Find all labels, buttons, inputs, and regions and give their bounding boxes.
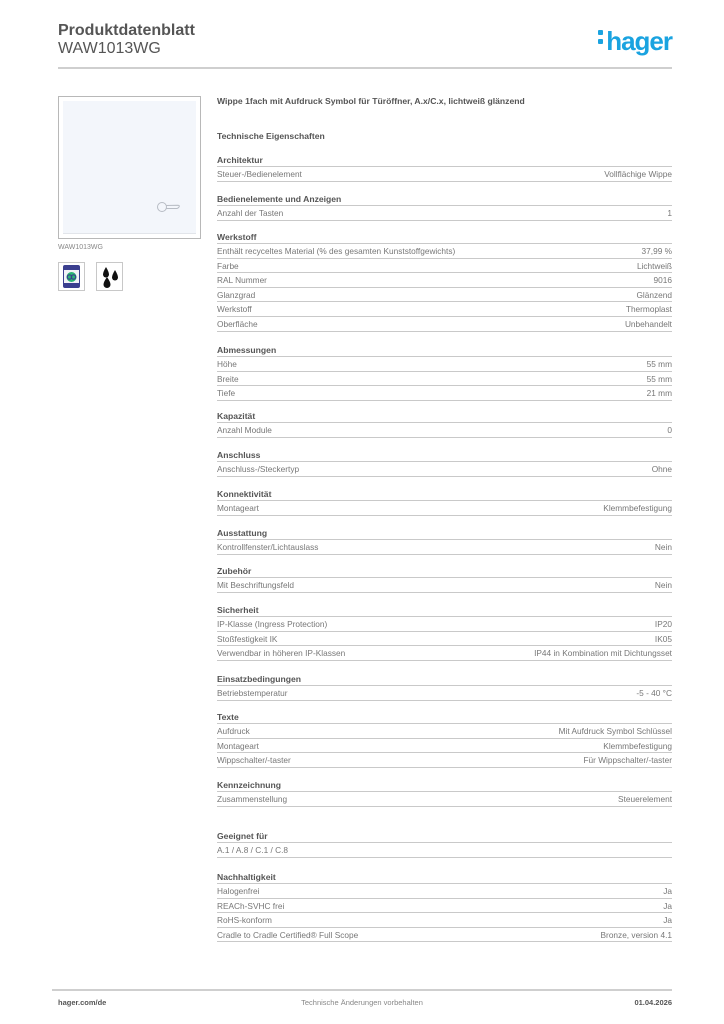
- document-title: Produktdatenblatt: [58, 22, 195, 39]
- spec-value: IP20: [654, 619, 672, 629]
- spec-label: RAL Nummer: [217, 275, 267, 286]
- spec-value: 0: [667, 425, 672, 435]
- section-heading: Abmessungen: [217, 345, 672, 357]
- spec-value: 21 mm: [646, 388, 672, 399]
- spec-value: Lichtweiß: [636, 260, 672, 271]
- spec-value: Mit Aufdruck Symbol Schlüssel: [558, 726, 672, 736]
- spec-row: [217, 843, 672, 858]
- image-caption: WAW1013WG: [58, 244, 103, 251]
- section-heading: Kapazität: [217, 411, 672, 423]
- spec-value: Nein: [654, 542, 672, 552]
- spec-row: [217, 288, 672, 303]
- logo-colon-icon: [598, 26, 603, 48]
- spec-section: [217, 566, 672, 593]
- spec-label: Anzahl Module: [217, 425, 272, 435]
- spec-row: [217, 501, 672, 516]
- spec-section: [217, 674, 672, 701]
- spec-label: Glanzgrad: [217, 289, 256, 300]
- product-description: Wippe 1fach mit Aufdruck Symbol für Türöffner, A.x/C.x, lichtweiß glänzend: [217, 96, 525, 106]
- spec-row: [217, 244, 672, 259]
- section-heading: Nachhaltigkeit: [217, 872, 672, 884]
- section-heading: Sicherheit: [217, 605, 672, 617]
- certification-badge: [58, 262, 85, 291]
- spec-label: Oberfläche: [217, 318, 258, 329]
- spec-row: [217, 928, 672, 943]
- footer-date: 01.04.2026: [634, 998, 672, 1007]
- spec-row: [217, 462, 672, 477]
- spec-label: Enthält recyceltes Material (% des gesamten Kunststoffgewichts): [217, 246, 456, 256]
- spec-value: Ja: [663, 886, 672, 896]
- spec-label: Breite: [217, 373, 239, 384]
- spec-value: Unbehandelt: [624, 318, 672, 329]
- spec-row: [217, 792, 672, 807]
- spec-value: Vollflächige Wippe: [604, 169, 672, 179]
- spec-section: [217, 831, 672, 858]
- spec-value: 55 mm: [646, 359, 672, 369]
- spec-row: [217, 357, 672, 372]
- spec-label: Tiefe: [217, 388, 236, 399]
- section-heading: Zubehör: [217, 566, 672, 578]
- spec-label: Stoßfestigkeit IK: [217, 633, 278, 644]
- spec-label: Montageart: [217, 503, 259, 513]
- spec-section: [217, 232, 672, 332]
- section-heading: Kennzeichnung: [217, 780, 672, 792]
- spec-row: [217, 724, 672, 739]
- hager-logo: [598, 28, 672, 54]
- spec-value: 9016: [653, 275, 672, 286]
- spec-row: [217, 753, 672, 768]
- spec-label: Wippschalter/-taster: [217, 755, 291, 766]
- spec-row: [217, 302, 672, 317]
- spec-section: [217, 872, 672, 942]
- footer-disclaimer: Technische Änderungen vorbehalten: [301, 998, 423, 1007]
- key-symbol-icon: [156, 201, 182, 213]
- spec-label: Werkstoff: [217, 304, 252, 315]
- spec-section: [217, 411, 672, 438]
- spec-row: [217, 646, 672, 661]
- header-divider: [58, 67, 672, 69]
- spec-label: IP-Klasse (Ingress Protection): [217, 619, 328, 629]
- spec-section: [217, 489, 672, 516]
- spec-label: Zusammenstellung: [217, 794, 288, 804]
- spec-value: 1: [667, 208, 672, 218]
- spec-row: [217, 686, 672, 701]
- spec-row: [217, 884, 672, 899]
- spec-section: [217, 194, 672, 221]
- cradle-to-cradle-certified-icon: [63, 265, 80, 288]
- spec-value: Ohne: [651, 464, 672, 474]
- spec-value: Steuerelement: [618, 794, 672, 804]
- spec-row: [217, 739, 672, 754]
- footer-website[interactable]: hager.com/de: [58, 998, 107, 1007]
- spec-value: 55 mm: [646, 373, 672, 384]
- spec-section: [217, 155, 672, 182]
- spec-row: [217, 372, 672, 387]
- spec-value: Thermoplast: [625, 304, 672, 315]
- spec-value: Für Wippschalter/-taster: [583, 755, 672, 766]
- spec-value: Ja: [663, 915, 672, 926]
- spec-label: Steuer-/Bedienelement: [217, 169, 302, 179]
- spec-section: [217, 528, 672, 555]
- spec-row: [217, 167, 672, 182]
- spec-label: Anzahl der Tasten: [217, 208, 284, 218]
- spec-row: [217, 386, 672, 401]
- water-protection-badge: [96, 262, 123, 291]
- spec-label: Aufdruck: [217, 726, 250, 736]
- spec-row: [217, 273, 672, 288]
- spec-section: [217, 712, 672, 768]
- spec-value: IP44 in Kombination mit Dichtungsset: [534, 648, 672, 659]
- section-heading: Bedienelemente und Anzeigen: [217, 194, 672, 206]
- spec-label: Verwendbar in höheren IP-Klassen: [217, 648, 346, 659]
- spec-label: RoHS-konform: [217, 915, 272, 926]
- spec-value: Klemmbefestigung: [603, 503, 672, 513]
- spec-section: [217, 450, 672, 477]
- spec-row: [217, 317, 672, 332]
- section-heading: Einsatzbedingungen: [217, 674, 672, 686]
- technical-properties-heading: Technische Eigenschaften: [217, 131, 325, 141]
- spec-label: Höhe: [217, 359, 237, 369]
- spec-row: [217, 632, 672, 647]
- water-drops-icon: [100, 266, 120, 288]
- spec-label: Anschluss-/Steckertyp: [217, 464, 300, 474]
- spec-value: Bronze, version 4.1: [600, 929, 672, 940]
- section-heading: Anschluss: [217, 450, 672, 462]
- footer-divider: [52, 989, 672, 991]
- spec-row: [217, 578, 672, 593]
- spec-value: Glänzend: [636, 289, 672, 300]
- spec-section: [217, 780, 672, 807]
- section-heading: Konnektivität: [217, 489, 672, 501]
- spec-label: REACh-SVHC frei: [217, 900, 285, 911]
- section-heading: Ausstattung: [217, 528, 672, 540]
- spec-row: [217, 423, 672, 438]
- spec-label: Montageart: [217, 740, 259, 751]
- spec-value: -5 - 40 °C: [636, 688, 672, 698]
- spec-label: Cradle to Cradle Certified® Full Scope: [217, 929, 359, 940]
- spec-label: Kontrollfenster/Lichtauslass: [217, 542, 319, 552]
- article-number: WAW1013WG: [58, 40, 161, 57]
- document-header: [58, 22, 195, 58]
- spec-label: Betriebstemperatur: [217, 688, 288, 698]
- spec-value: Ja: [663, 900, 672, 911]
- section-heading: Texte: [217, 712, 672, 724]
- logo-text: hager: [606, 26, 672, 56]
- spec-value: IK05: [654, 633, 672, 644]
- spec-label: Farbe: [217, 260, 239, 271]
- spec-value: 37,99 %: [641, 246, 672, 256]
- spec-row: [217, 617, 672, 632]
- section-heading: Werkstoff: [217, 232, 672, 244]
- section-heading: Geeignet für: [217, 831, 672, 843]
- spec-row: [217, 259, 672, 274]
- spec-row: [217, 206, 672, 221]
- spec-label: Mit Beschriftungsfeld: [217, 580, 295, 590]
- spec-label: Halogenfrei: [217, 886, 260, 896]
- product-image: [58, 96, 201, 239]
- spec-row: [217, 899, 672, 914]
- spec-value: Klemmbefestigung: [603, 740, 672, 751]
- spec-section: [217, 605, 672, 661]
- spec-row: [217, 913, 672, 928]
- spec-value: Nein: [654, 580, 672, 590]
- spec-row: [217, 540, 672, 555]
- spec-section: [217, 345, 672, 401]
- section-heading: Architektur: [217, 155, 672, 167]
- spec-label: A.1 / A.8 / C.1 / C.8: [217, 845, 289, 855]
